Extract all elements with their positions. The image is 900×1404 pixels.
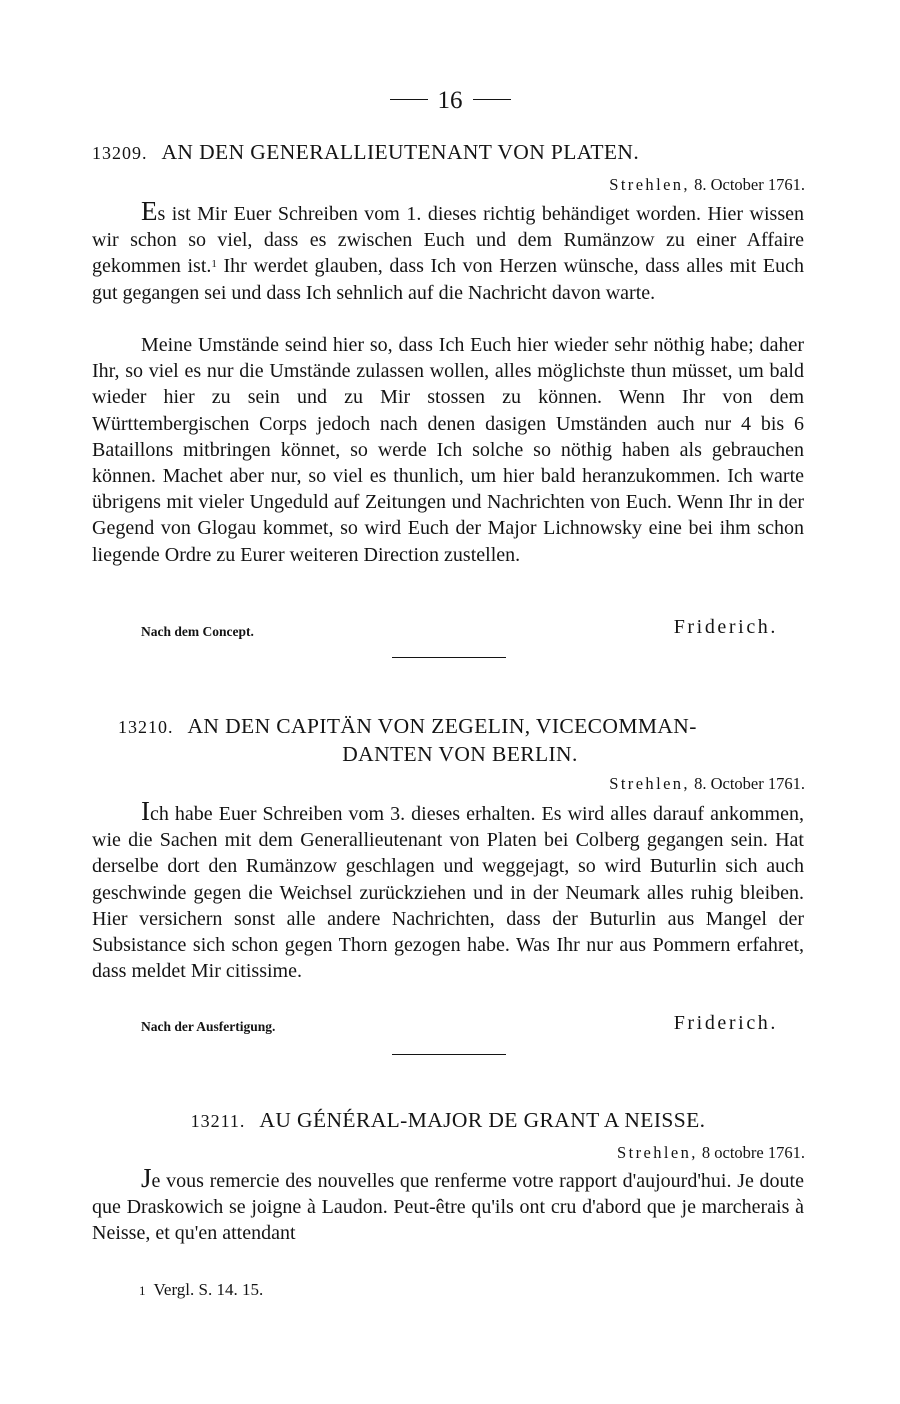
page-number — [0, 86, 900, 116]
dateline-date: 8. October 1761. — [694, 774, 805, 793]
paragraph-text: s ist Mir Euer Schreiben vom 1. dieses richtig behändiget worden. Hier wissen wir schon so viel, dass es zwischen Euch und dem Rumänzow zu einer Affaire gekommen ist. — [92, 203, 804, 278]
letter-paragraph — [92, 196, 804, 306]
paragraph-text: ch habe Euer Schreiben vom 3. dieses erhalten. Es wird alles darauf ankommen, wie die Sachen mit dem Generallieutenant von Platen bei Colberg gegangen sein. Hat derselbe dort den Rumänzow geschlagen und weggejagt, so wird Buturlin sich auch geschwinde gegen die Weichsel zurückziehen und in der Neumark alles ruhig bleiben. Hier versichern sonst alle andere Nachrichten, dass der Buturlin aus Mangel der Subsistance sich schon gegen Thorn gezogen habe. Was Ihr nur aus Pommern erfahret, dass meldet Mir citissime. — [92, 803, 804, 983]
initial-letter: J — [141, 1163, 152, 1193]
dateline-13211 — [617, 1142, 805, 1164]
section-divider — [392, 657, 506, 658]
letter-number: 13211. — [190, 1111, 246, 1131]
dateline-date: 8. October 1761. — [694, 175, 805, 194]
signature: Friderich. — [673, 616, 778, 638]
initial-letter: I — [141, 796, 150, 826]
letter-paragraph — [92, 332, 804, 568]
dateline-place: Strehlen, — [617, 1143, 698, 1162]
letter-title: AN DEN GENERALLIEUTENANT VON PLATEN. — [161, 140, 640, 164]
letter-heading-13209 — [92, 139, 804, 167]
letter-title-line-1: AN DEN CAPITÄN VON ZEGELIN, VICECOMMAN- — [187, 714, 697, 738]
letter-paragraph — [92, 1163, 804, 1247]
letter-number: 13210. — [118, 717, 174, 737]
page-number-value: 16 — [437, 87, 463, 114]
footnote-reference: 1 — [211, 258, 217, 271]
footnote — [139, 1278, 263, 1303]
letter-paragraph — [92, 796, 804, 984]
folio-dash-left — [390, 99, 428, 100]
letter-number: 13209. — [92, 143, 148, 163]
letter-title: AU GÉNÉRAL-MAJOR DE GRANT A NEISSE. — [259, 1108, 706, 1132]
initial-letter: E — [141, 196, 158, 226]
signature: Friderich. — [673, 1012, 778, 1034]
dateline-place: Strehlen, — [609, 175, 690, 194]
paragraph-text: e vous remercie des nouvelles que renferme votre rapport d'aujourd'hui. Je doute que Draskowich se joigne à Laudon. Peut-être qu'ils ont cru d'abord que je marcherais à Neisse, et qu'en attendant — [92, 1170, 804, 1245]
section-divider — [392, 1054, 506, 1055]
dateline-13210 — [609, 773, 805, 795]
source-note: Nach dem Concept. — [141, 624, 254, 639]
dateline-13209 — [609, 174, 805, 196]
source-note: Nach der Ausfertigung. — [141, 1019, 276, 1034]
letter-title-line-2: DANTEN VON BERLIN. — [342, 742, 578, 766]
paragraph-text: Ihr werdet glauben, dass Ich von Herzen wünsche, dass alles mit Euch gut gegangen sei und dass Ich sehnlich auf die Nachricht davon warte. — [92, 255, 804, 304]
letter-heading-13211 — [92, 1107, 804, 1135]
dateline-date: 8 octobre 1761. — [701, 1143, 805, 1162]
dateline-place: Strehlen, — [609, 774, 690, 793]
letter-heading-13210 — [92, 713, 804, 768]
footnote-mark: 1 — [139, 1283, 146, 1298]
folio-dash-right — [473, 99, 511, 100]
footnote-text: Vergl. S. 14. 15. — [153, 1280, 264, 1299]
paragraph-text: Meine Umstände seind hier so, dass Ich Euch hier wieder sehr nöthig habe; daher Ihr, so viel es nur die Umstände zulassen wollen, alles möglichste thun müsset, um bald wieder hier zu sein und zu Mir stossen zu können. Wenn Ihr von dem Württembergischen Corps jedoch nach denen dasigen Umständen auch nur 4 bis 6 Bataillons mitbringen könnet, so werde Ich solche so nöthig haben als gebrauchen können. Machet aber nur, so viel es thunlich, um hier bald heranzukommen. Ich warte übrigens mit vieler Ungeduld auf Zeitungen und Nachrichten von Euch. Wenn Ihr in der Gegend von Glogau kommet, so wird Euch der Major Lichnowsky eine bei ihm schon liegende Ordre zu Eurer weiteren Direction zustellen. — [92, 334, 804, 566]
